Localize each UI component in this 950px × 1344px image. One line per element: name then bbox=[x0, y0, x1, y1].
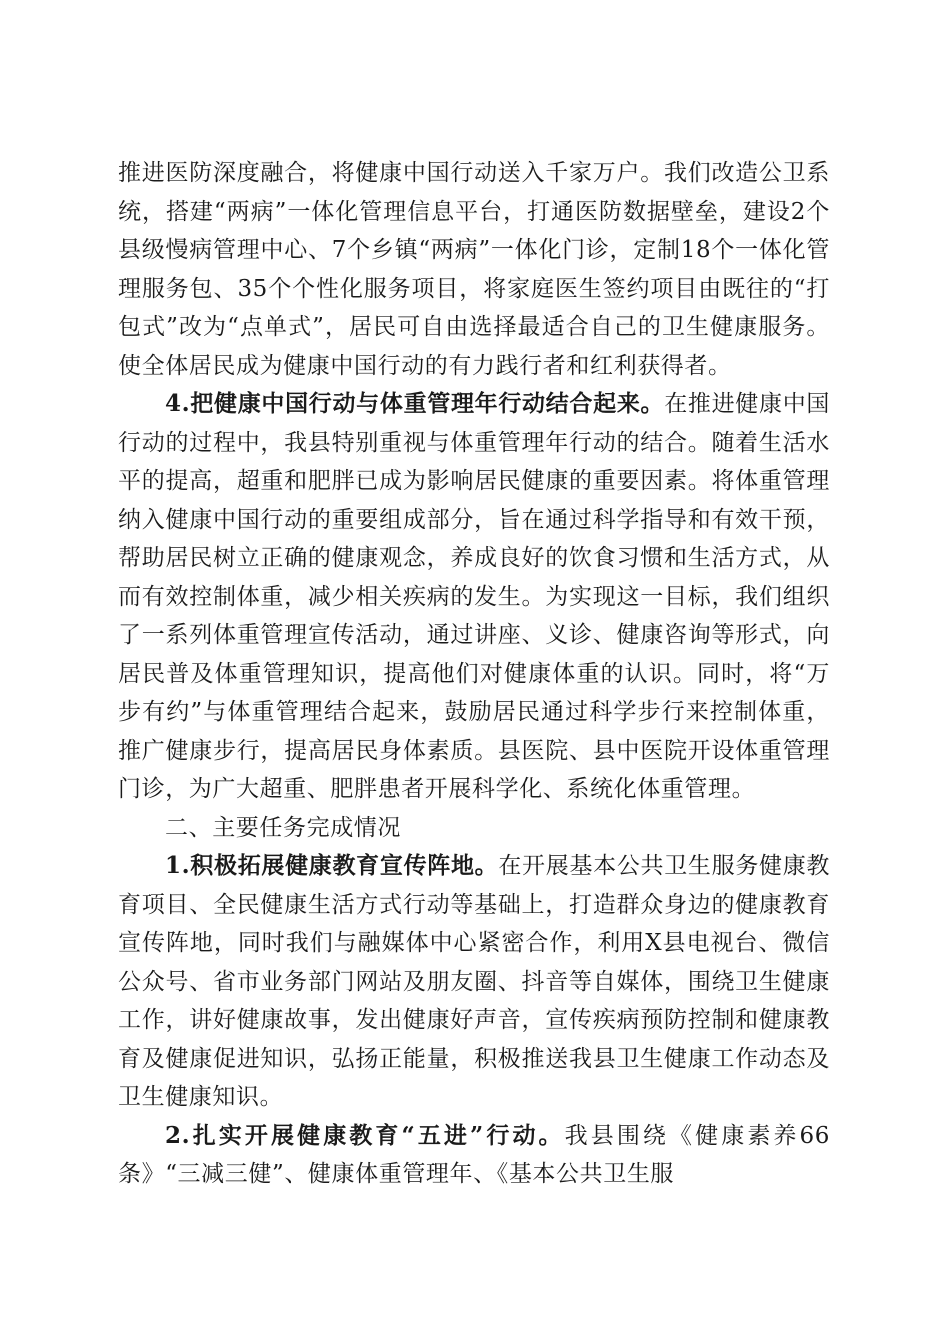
paragraph-heading-five-entries: 2.扎实开展健康教育“五进”行动。 bbox=[165, 1121, 565, 1149]
paragraph-education-position bbox=[118, 847, 830, 1117]
paragraph-five-entries bbox=[118, 1117, 830, 1194]
paragraph-body-five-entries: 我县围绕《健康素养66条》“三减三健”、健康体重管理年、《基本公共卫生服 bbox=[118, 1122, 830, 1187]
paragraph-heading-weight-management: 4.把健康中国行动与体重管理年行动结合起来。 bbox=[165, 390, 665, 417]
paragraph-weight-management bbox=[118, 385, 830, 809]
paragraph-intro: 推进医防深度融合，将健康中国行动送入千家万户。我们改造公卫系统，搭建“两病”一体化管理信息平台，打通医防数据壁垒，建设2个县级慢病管理中心、7个乡镇“两病”一体化门诊，定制18个一体化管理服务包、35个个性化服务项目，将家庭医生签约项目由既往的“打包式”改为“点单式”，居民可自由选择最适合自己的卫生健康服务。使全体居民成为健康中国行动的有力践行者和红利获得者。 bbox=[118, 160, 830, 379]
paragraph-body-weight-management: 在推进健康中国行动的过程中，我县特别重视与体重管理年行动的结合。随着生活水平的提高，超重和肥胖已成为影响居民健康的重要因素。将体重管理纳入健康中国行动的重要组成部分，旨在通过科学指导和有效干预，帮助居民树立正确的健康观念，养成良好的饮食习惯和生活方式，从而有效控制体重，减少相关疾病的发生。为实现这一目标，我们组织了一系列体重管理宣传活动，通过讲座、义诊、健康咨询等形式，向居民普及体重管理知识，提高他们对健康体重的认识。同时，将“万步有约”与体重管理结合起来，鼓励居民通过科学步行来控制体重，推广健康步行，提高居民身体素质。县医院、县中医院开设体重管理门诊，为广大超重、肥胖患者开展科学化、系统化体重管理。 bbox=[118, 391, 830, 802]
paragraph-heading-education-position: 1.积极拓展健康教育宣传阵地。 bbox=[165, 852, 499, 879]
document-page bbox=[118, 154, 830, 1194]
section-title-main-tasks: 二、主要任务完成情况 bbox=[165, 814, 401, 841]
paragraph-body-education-position: 在开展基本公共卫生服务健康教育项目、全民健康生活方式行动等基础上，打造群众身边的健康教育宣传阵地，同时我们与融媒体中心紧密合作，利用X县电视台、微信公众号、省市业务部门网站及朋友圈、抖音等自媒体，围绕卫生健康工作，讲好健康故事，发出健康好声音，宣传疾病预防控制和健康教育及健康促进知识，弘扬正能量，积极推送我县卫生健康工作动态及卫生健康知识。 bbox=[118, 853, 831, 1110]
